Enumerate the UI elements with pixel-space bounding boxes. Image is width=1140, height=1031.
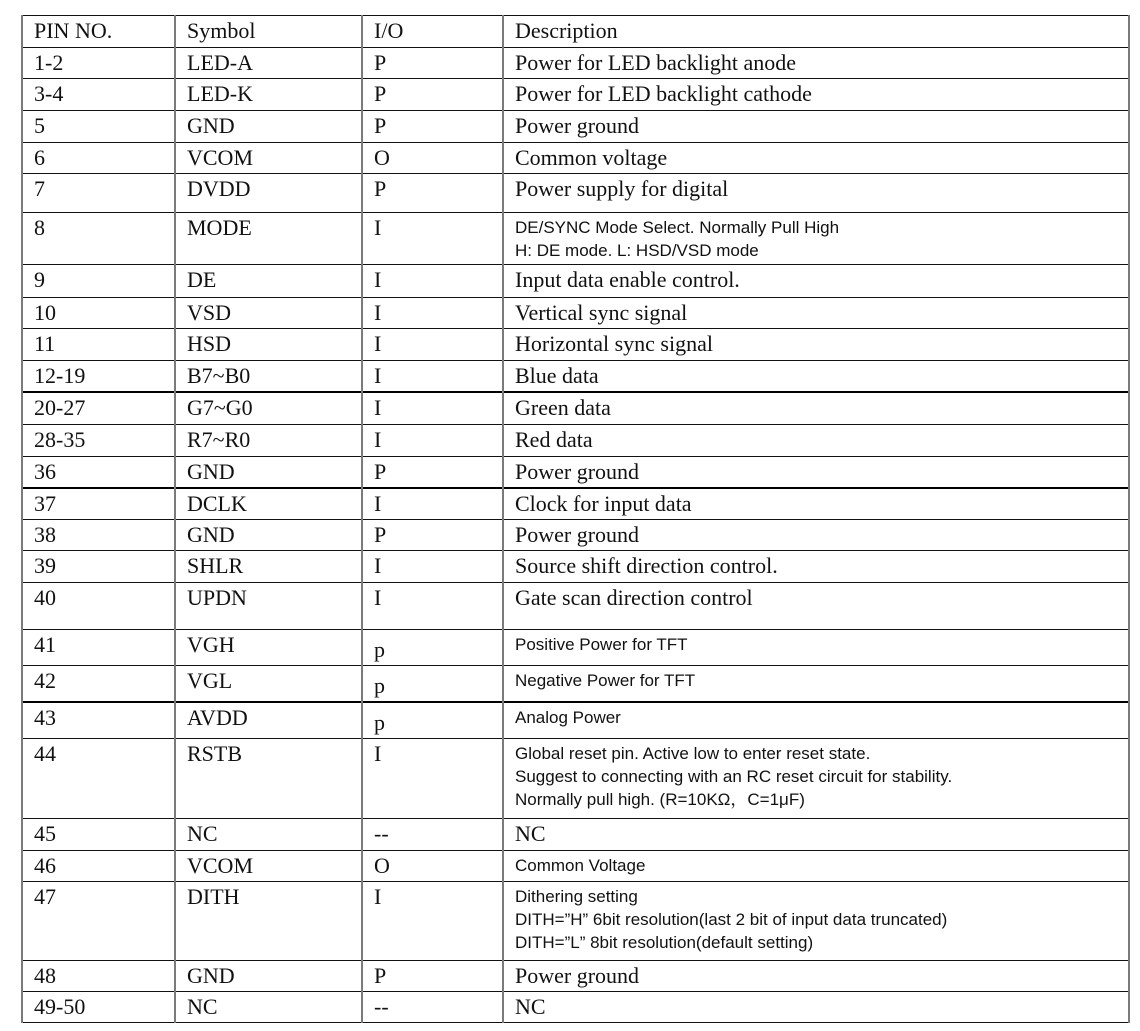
io-cell: p	[362, 630, 503, 666]
table-row	[22, 551, 1129, 583]
description-cell	[503, 265, 1129, 298]
pin-number-cell: 49-50	[22, 992, 175, 1023]
symbol-cell: VGL	[175, 666, 362, 703]
description-cell	[503, 488, 1129, 520]
table-row	[22, 851, 1129, 882]
io-cell: --	[362, 992, 503, 1023]
pin-number-cell: 36	[22, 456, 175, 488]
description-cell	[503, 702, 1129, 739]
symbol-cell: NC	[175, 819, 362, 851]
description-cell	[503, 583, 1129, 630]
io-cell: p	[362, 666, 503, 703]
io-cell: O	[362, 851, 503, 882]
pin-number-cell: 46	[22, 851, 175, 882]
io-cell: --	[362, 819, 503, 851]
pin-number-cell: 1-2	[22, 48, 175, 79]
pin-number-cell: 41	[22, 630, 175, 666]
description-cell	[503, 361, 1129, 393]
table-row	[22, 329, 1129, 361]
description-line: Global reset pin. Active low to enter reset state.	[515, 744, 871, 763]
header-description: Description	[503, 16, 1129, 48]
description-line: Suggest to connecting with an RC reset circuit for stability.	[515, 767, 953, 786]
symbol-cell: G7~G0	[175, 392, 362, 424]
io-cell: P	[362, 520, 503, 551]
description-cell	[503, 174, 1129, 213]
description-line: Power ground	[515, 522, 640, 547]
symbol-cell: LED-A	[175, 48, 362, 79]
io-cell: I	[362, 583, 503, 630]
pin-number-cell: 39	[22, 551, 175, 583]
table-row	[22, 361, 1129, 393]
pin-assignment-table	[21, 15, 1130, 1023]
symbol-cell: VSD	[175, 298, 362, 329]
description-line: Power ground	[515, 963, 640, 988]
io-cell: P	[362, 111, 503, 143]
pin-number-cell: 42	[22, 666, 175, 703]
description-line: Dithering setting	[515, 887, 638, 906]
pin-number-cell: 40	[22, 583, 175, 630]
symbol-cell: AVDD	[175, 702, 362, 739]
pin-number-cell: 9	[22, 265, 175, 298]
table-row	[22, 298, 1129, 329]
description-cell	[503, 392, 1129, 424]
table-row	[22, 702, 1129, 739]
description-cell	[503, 739, 1129, 819]
table-row	[22, 424, 1129, 456]
io-cell: I	[362, 392, 503, 424]
pin-number-cell: 48	[22, 961, 175, 992]
description-cell	[503, 213, 1129, 265]
pin-number-cell: 10	[22, 298, 175, 329]
description-line: NC	[515, 994, 546, 1019]
description-cell	[503, 819, 1129, 851]
description-line: Power for LED backlight cathode	[515, 81, 812, 106]
description-line: Horizontal sync signal	[515, 331, 713, 356]
header-io: I/O	[362, 16, 503, 48]
description-line: Vertical sync signal	[515, 300, 688, 325]
pin-number-cell: 47	[22, 882, 175, 961]
table-row	[22, 48, 1129, 79]
description-line: DITH=”L” 8bit resolution(default setting)	[515, 933, 814, 952]
description-cell	[503, 424, 1129, 456]
description-line: Input data enable control.	[515, 267, 740, 292]
pin-number-cell: 45	[22, 819, 175, 851]
symbol-cell: UPDN	[175, 583, 362, 630]
description-cell	[503, 143, 1129, 174]
table-row	[22, 392, 1129, 424]
io-cell: P	[362, 961, 503, 992]
io-cell: I	[362, 739, 503, 819]
pin-number-cell: 38	[22, 520, 175, 551]
description-line: Source shift direction control.	[515, 553, 778, 578]
io-cell: P	[362, 174, 503, 213]
symbol-cell: DITH	[175, 882, 362, 961]
table-row	[22, 666, 1129, 703]
io-cell: I	[362, 882, 503, 961]
table-row	[22, 992, 1129, 1023]
table-row	[22, 143, 1129, 174]
description-line: Positive Power for TFT	[515, 635, 688, 654]
pin-number-cell: 37	[22, 488, 175, 520]
io-cell: I	[362, 265, 503, 298]
table-row	[22, 213, 1129, 265]
pin-number-cell: 28-35	[22, 424, 175, 456]
description-cell	[503, 630, 1129, 666]
pin-number-cell: 12-19	[22, 361, 175, 393]
description-line: Common Voltage	[515, 856, 646, 875]
io-cell: I	[362, 488, 503, 520]
description-cell	[503, 298, 1129, 329]
table-row	[22, 819, 1129, 851]
table-row	[22, 174, 1129, 213]
io-cell: P	[362, 456, 503, 488]
description-line: Power for LED backlight anode	[515, 50, 797, 75]
table-row	[22, 583, 1129, 630]
description-line: Clock for input data	[515, 490, 692, 516]
symbol-cell: GND	[175, 456, 362, 488]
table-row	[22, 488, 1129, 520]
symbol-cell: DVDD	[175, 174, 362, 213]
symbol-cell: SHLR	[175, 551, 362, 583]
symbol-cell: LED-K	[175, 79, 362, 111]
table-header-row	[22, 16, 1129, 48]
description-line: Common voltage	[515, 145, 668, 170]
pin-number-cell: 43	[22, 702, 175, 739]
description-line: DE/SYNC Mode Select. Normally Pull High	[515, 218, 840, 237]
symbol-cell: MODE	[175, 213, 362, 265]
table-row	[22, 111, 1129, 143]
description-line: Green data	[515, 395, 611, 420]
pin-number-cell: 11	[22, 329, 175, 361]
description-cell	[503, 961, 1129, 992]
description-line: Negative Power for TFT	[515, 671, 696, 690]
description-line: Blue data	[515, 363, 599, 388]
pin-number-cell: 7	[22, 174, 175, 213]
symbol-cell: HSD	[175, 329, 362, 361]
pin-number-cell: 8	[22, 213, 175, 265]
table-row	[22, 265, 1129, 298]
symbol-cell: R7~R0	[175, 424, 362, 456]
io-cell: p	[362, 702, 503, 739]
symbol-cell: VGH	[175, 630, 362, 666]
table-row	[22, 630, 1129, 666]
io-cell: I	[362, 213, 503, 265]
table-row	[22, 961, 1129, 992]
description-cell	[503, 456, 1129, 488]
pin-number-cell: 5	[22, 111, 175, 143]
symbol-cell: VCOM	[175, 143, 362, 174]
description-cell	[503, 882, 1129, 961]
description-line: Normally pull high. (R=10KΩ，C=1μF)	[515, 790, 805, 809]
description-cell	[503, 48, 1129, 79]
symbol-cell: RSTB	[175, 739, 362, 819]
pin-number-cell: 6	[22, 143, 175, 174]
description-line: NC	[515, 821, 546, 846]
io-cell: I	[362, 298, 503, 329]
table-row	[22, 882, 1129, 961]
table-row	[22, 456, 1129, 488]
description-cell	[503, 851, 1129, 882]
description-line: Power ground	[515, 458, 640, 484]
table-row	[22, 79, 1129, 111]
description-line: Gate scan direction control	[515, 585, 753, 610]
description-line: DITH=”H” 6bit resolution(last 2 bit of input data truncated)	[515, 910, 948, 929]
symbol-cell: GND	[175, 961, 362, 992]
symbol-cell: DE	[175, 265, 362, 298]
io-cell: I	[362, 329, 503, 361]
pin-number-cell: 20-27	[22, 392, 175, 424]
symbol-cell: VCOM	[175, 851, 362, 882]
description-cell	[503, 520, 1129, 551]
io-cell: P	[362, 79, 503, 111]
header-symbol: Symbol	[175, 16, 362, 48]
table-row	[22, 520, 1129, 551]
symbol-cell: DCLK	[175, 488, 362, 520]
pin-number-cell: 44	[22, 739, 175, 819]
description-cell	[503, 666, 1129, 703]
io-cell: P	[362, 48, 503, 79]
header-pin-no: PIN NO.	[22, 16, 175, 48]
description-line: Red data	[515, 426, 593, 452]
symbol-cell: NC	[175, 992, 362, 1023]
description-line: Analog Power	[515, 708, 621, 727]
description-line: H: DE mode. L: HSD/VSD mode	[515, 241, 759, 260]
io-cell: I	[362, 424, 503, 456]
pin-number-cell: 3-4	[22, 79, 175, 111]
description-cell	[503, 79, 1129, 111]
table-row	[22, 739, 1129, 819]
io-cell: I	[362, 361, 503, 393]
symbol-cell: B7~B0	[175, 361, 362, 393]
description-cell	[503, 551, 1129, 583]
description-cell	[503, 111, 1129, 143]
symbol-cell: GND	[175, 111, 362, 143]
description-line: Power supply for digital	[515, 176, 729, 201]
description-line: Power ground	[515, 113, 640, 138]
description-cell	[503, 329, 1129, 361]
symbol-cell: GND	[175, 520, 362, 551]
io-cell: I	[362, 551, 503, 583]
io-cell: O	[362, 143, 503, 174]
description-cell	[503, 992, 1129, 1023]
